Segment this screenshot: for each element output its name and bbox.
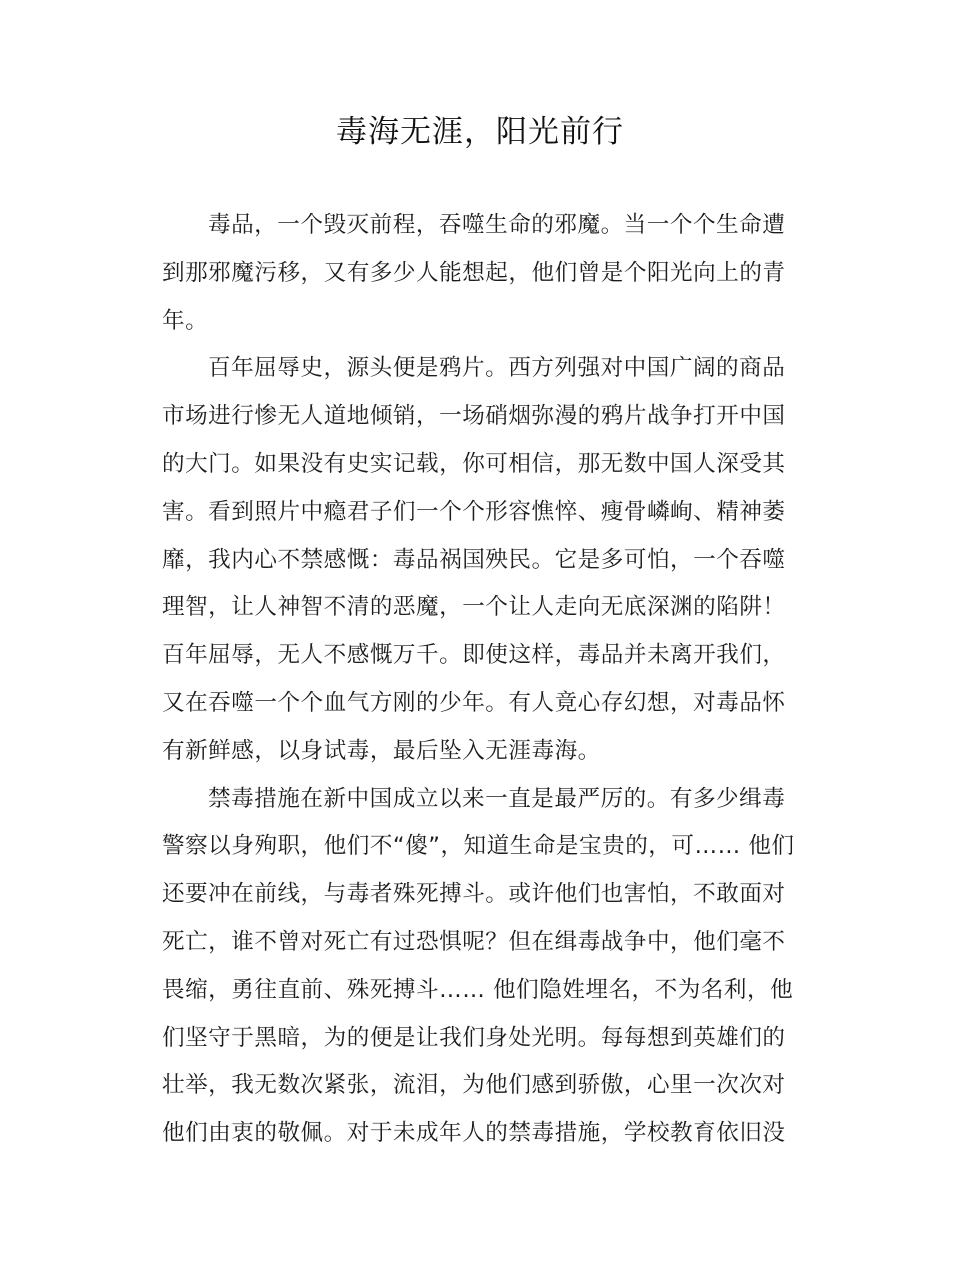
text-line: 又在吞噬一个个血气方刚的少年。有人竟心存幻想，对毒品怀 bbox=[162, 689, 786, 716]
text-line: 百年屈辱，无人不感慨万千。即使这样，毒品并未离开我们， bbox=[162, 642, 786, 669]
text-line: 警察以身殉职，他们不“傻”，知道生命是宝贵的，可…… 他们 bbox=[162, 833, 795, 860]
text-line: 的大门。如果没有史实记载，你可相信，那无数中国人深受其 bbox=[162, 450, 786, 477]
document-title: 毒海无涯，阳光前行 bbox=[336, 114, 624, 150]
paragraph-3 bbox=[162, 776, 802, 1158]
text-line: 壮举，我无数次紧张，流泪，为他们感到骄傲，心里一次次对 bbox=[162, 1072, 786, 1099]
text-line: 畏缩，勇往直前、殊死搏斗…… 他们隐姓埋名，不为名利，他 bbox=[162, 976, 794, 1003]
paragraph-1 bbox=[162, 202, 802, 345]
text-line: 年。 bbox=[162, 307, 209, 334]
text-line: 到那邪魔污移，又有多少人能想起，他们曾是个阳光向上的青 bbox=[162, 259, 786, 286]
text-line: 理智，让人神智不清的恶魔，一个让人走向无底深渊的陷阱！ bbox=[162, 594, 786, 621]
text-line: 他们由衷的敬佩。对于未成年人的禁毒措施，学校教育依旧没 bbox=[162, 1120, 786, 1147]
text-line: 毒品，一个毁灭前程，吞噬生命的邪魔。当一个个生命遭 bbox=[208, 212, 786, 238]
text-line: 市场进行惨无人道地倾销，一场硝烟弥漫的鸦片战争打开中国 bbox=[162, 403, 786, 430]
text-line: 禁毒措施在新中国成立以来一直是最严厉的。有多少缉毒 bbox=[208, 785, 786, 812]
text-line: 们坚守于黑暗，为的便是让我们身处光明。每每想到英雄们的 bbox=[162, 1024, 786, 1051]
text-line: 百年屈辱史，源头便是鸦片。西方列强对中国广阔的商品 bbox=[208, 355, 786, 382]
text-line: 还要冲在前线，与毒者殊死搏斗。或许他们也害怕，不敢面对 bbox=[162, 881, 786, 908]
paragraph-2 bbox=[162, 345, 802, 775]
text-line: 靡，我内心不禁感慨：毒品祸国殃民。它是多可怕，一个吞噬 bbox=[162, 546, 786, 573]
document-body bbox=[162, 202, 802, 1158]
text-line: 死亡，谁不曾对死亡有过恐惧呢？但在缉毒战争中，他们毫不 bbox=[162, 928, 786, 955]
text-line: 有新鲜感，以身试毒，最后坠入无涯毒海。 bbox=[162, 737, 601, 764]
text-line: 害。看到照片中瘾君子们一个个形容憔悴、瘦骨嶙峋、精神萎 bbox=[162, 498, 786, 525]
